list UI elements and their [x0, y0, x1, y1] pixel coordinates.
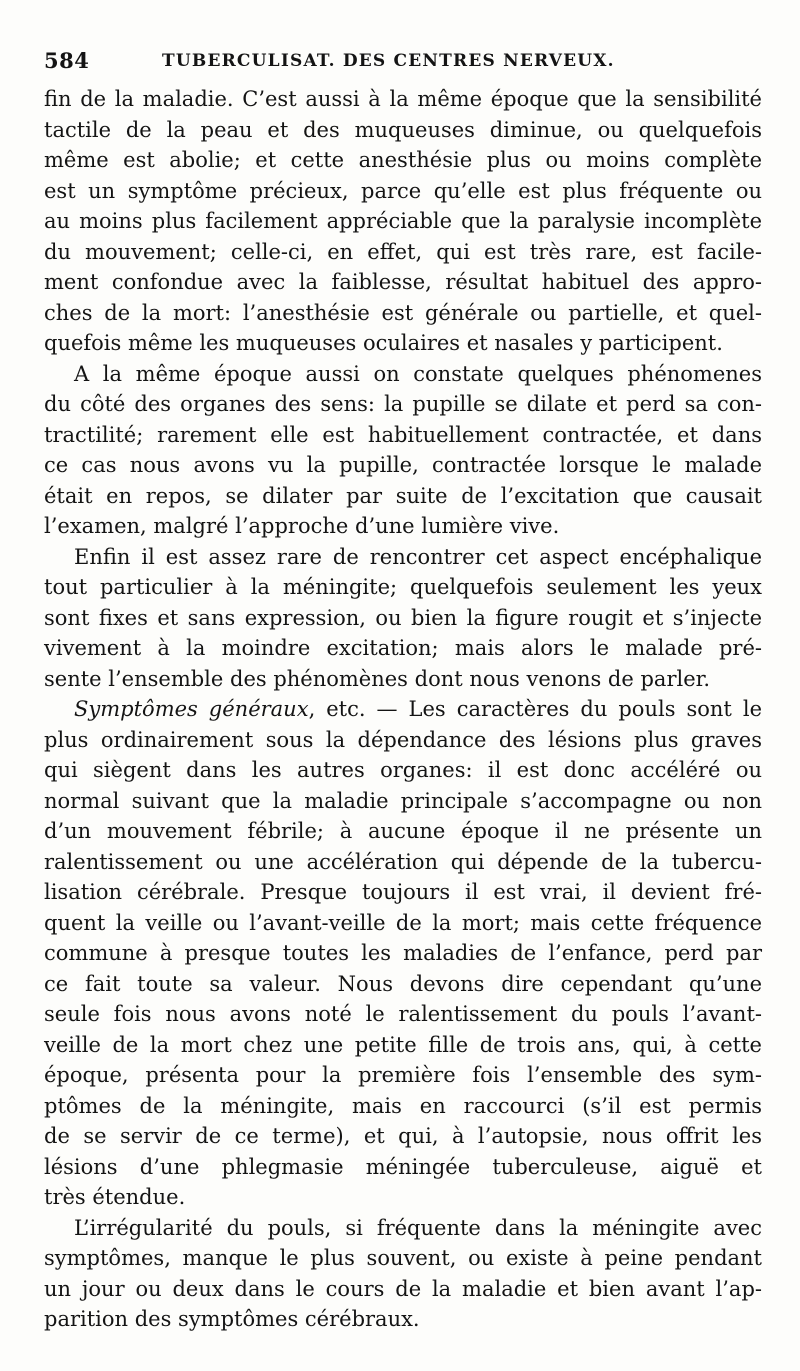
text-line: lisation cérébrale. Presque toujours il est vrai, il devient fré-	[44, 880, 762, 904]
text-line: tractilité; rarement elle est habituellement contractée, et dans	[44, 422, 762, 447]
text-line: sont fixes et sans expression, ou bien la figure rougit et s’injecte	[44, 605, 762, 630]
subsection-text: , etc. — Les caractères du pouls sont le	[308, 697, 763, 721]
page-number: 584	[44, 48, 90, 73]
text-line: fin de la maladie. C’est aussi à la même époque que la sensibilité	[44, 87, 762, 111]
text-line: vivement à la moindre excitation; mais alors le malade pré-	[44, 636, 762, 660]
subsection-heading: Symptômes généraux	[74, 697, 309, 721]
text-line-subsection	[44, 694, 762, 725]
text-line: L’irrégularité du pouls, si fréquente dans la méningite avec	[74, 1215, 762, 1240]
text-line: ches de la mort: l’anesthésie est générale ou partielle, et quel-	[44, 300, 762, 325]
text-line: d’un mouvement fébrile; à aucune époque il ne présente un	[44, 819, 762, 843]
text-line: de se servir de ce terme), et qui, à l’autopsie, nous offrit les	[44, 1124, 762, 1148]
text-line: seule fois nous avons noté le ralentissement du pouls l’avant-	[44, 1002, 762, 1026]
text-line: du côté des organes des sens: la pupille se dilate et perd sa con-	[44, 392, 762, 416]
text-line: du mouvement; celle-ci, en effet, qui est très rare, est facile-	[44, 239, 762, 264]
text-line: ce cas nous avons vu la pupille, contractée lorsque le malade	[44, 453, 762, 477]
text-line: symptômes, manque le plus souvent, ou existe à peine pendant	[44, 1246, 762, 1270]
text-line: quent la veille ou l’avant-veille de la mort; mais cette fréquence	[44, 910, 762, 935]
text-line: A la même époque aussi on constate quelques phénomenes	[74, 361, 762, 386]
text-line: même est abolie; et cette anesthésie plus ou moins complète	[44, 148, 762, 172]
text-line: lésions d’une phlegmasie méningée tuberculeuse, aiguë et	[44, 1154, 762, 1179]
text-line: tactile de la peau et des muqueuses diminue, ou quelquefois	[44, 117, 762, 142]
text-line: normal suivant que la maladie principale s’accompagne ou non	[44, 788, 762, 813]
text-line: qui siègent dans les autres organes: il est donc accéléré ou	[44, 758, 762, 782]
text-line: au moins plus facilement appréciable que la paralysie incomplète	[44, 209, 762, 233]
text-line: un jour ou deux dans le cours de la maladie et bien avant l’ap-	[44, 1276, 762, 1301]
text-line: ment confondue avec la faiblesse, résultat habituel des appro-	[44, 270, 762, 294]
text-line: quefois même les muqueuses oculaires et nasales y participent.	[44, 331, 723, 355]
text-line: commune à presque toutes les maladies de l’enfance, perd par	[44, 941, 762, 965]
text-line: sente l’ensemble des phénomènes dont nous venons de parler.	[44, 666, 711, 691]
text-line: ptômes de la méningite, mais en raccourci (s’il est permis	[44, 1093, 762, 1118]
page-header	[44, 48, 756, 78]
text-line: plus ordinairement sous la dépendance des lésions plus graves	[44, 727, 762, 752]
text-line: tout particulier à la méningite; quelquefois seulement les yeux	[44, 575, 762, 599]
text-line: était en repos, se dilater par suite de l’excitation que causait	[44, 483, 762, 508]
text-line: parition des symptômes cérébraux.	[44, 1307, 420, 1331]
text-line: l’examen, malgré l’approche d’une lumière vive.	[44, 514, 560, 538]
text-line: ce fait toute sa valeur. Nous devons dire cependant qu’une	[44, 971, 762, 996]
text-line: Enfin il est assez rare de rencontrer cet aspect encéphalique	[74, 544, 762, 569]
text-line: époque, présenta pour la première fois l’ensemble des sym-	[44, 1063, 762, 1087]
running-head: TUBERCULISAT. DES CENTRES NERVEUX.	[162, 51, 615, 71]
body-text	[44, 84, 762, 1335]
text-line: ralentissement ou une accélération qui dépende de la tubercu-	[44, 849, 762, 874]
text-line: est un symptôme précieux, parce qu’elle est plus fréquente ou	[44, 178, 762, 203]
text-line: très étendue.	[44, 1185, 186, 1209]
text-line: veille de la mort chez une petite fille de trois ans, qui, à cette	[44, 1032, 762, 1057]
